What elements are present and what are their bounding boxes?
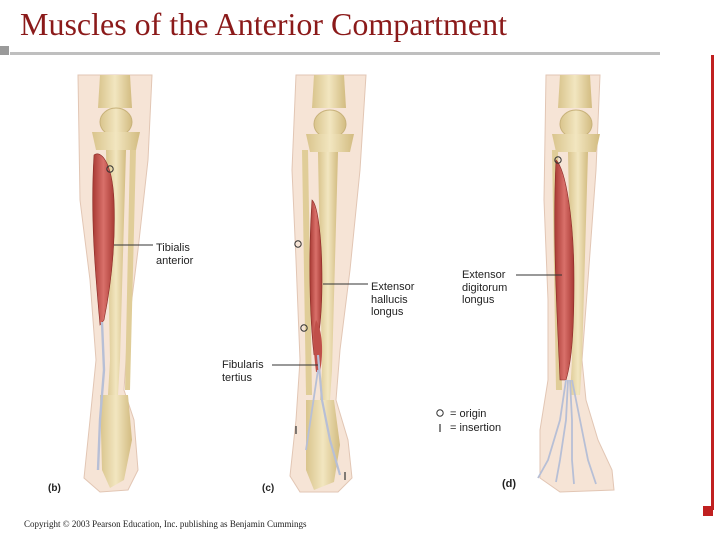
legend-origin-text: = origin	[450, 408, 487, 420]
legend-origin-symbol	[437, 410, 443, 416]
panel-label-b: (b)	[48, 483, 61, 494]
slide-title: Muscles of the Anterior Compartment	[20, 6, 508, 42]
label-extensor-hallucis-longus: Extensor hallucis longus	[371, 281, 415, 318]
copyright-notice: Copyright © 2003 Pearson Education, Inc. publishing as Benjamin Cummings	[24, 519, 307, 529]
panel-label-d: (d)	[502, 478, 517, 490]
label-tibialis-anterior: Tibialis anterior	[156, 242, 194, 267]
panel-b-leg	[78, 75, 152, 492]
label-fibularis-tertius: Fibularis tertius	[222, 359, 264, 384]
label-extensor-digitorum-longus: Extensor digitorum longus	[462, 269, 508, 306]
legend-insertion-text: = insertion	[450, 422, 502, 434]
panel-label-c: (c)	[262, 483, 275, 494]
panel-d-leg	[538, 75, 614, 492]
